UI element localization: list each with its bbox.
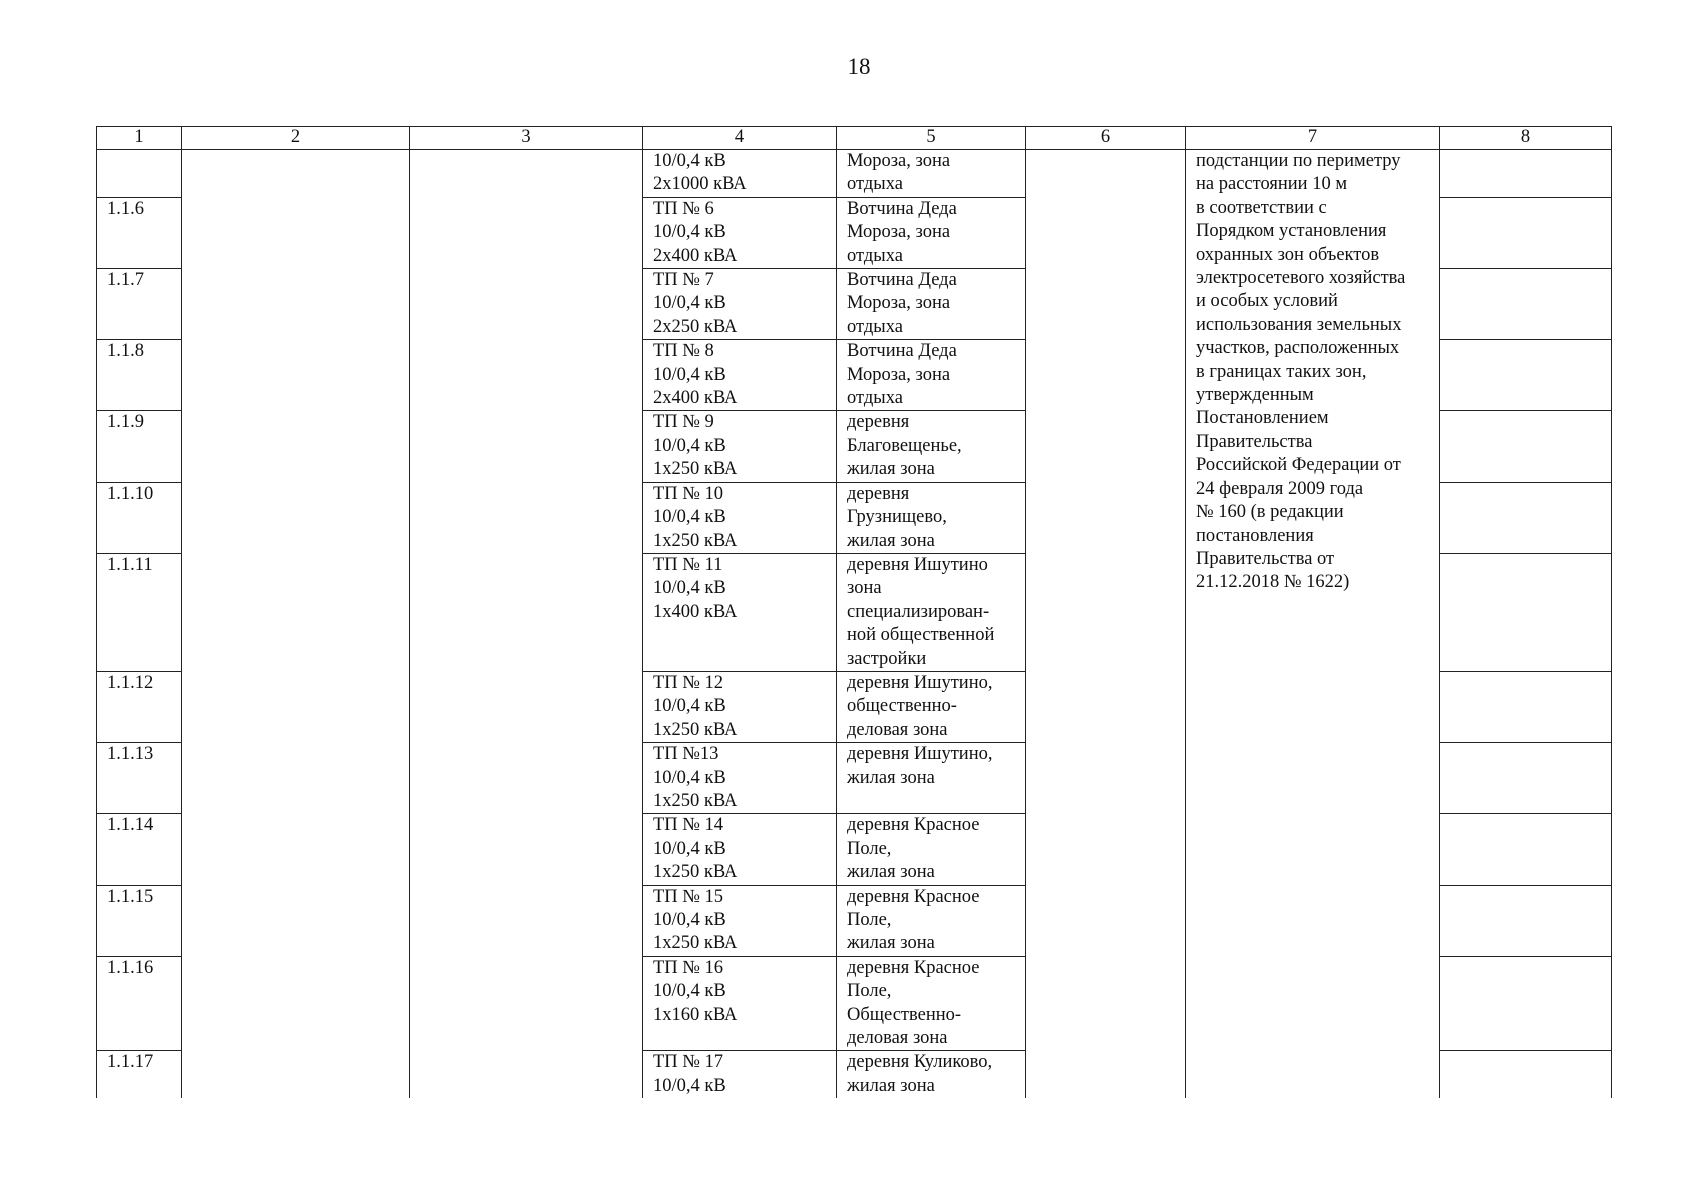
location-line: жилая зона	[847, 530, 935, 551]
object-line: 10/0,4 кВ	[653, 435, 726, 456]
header-cell-2: 2	[182, 127, 410, 150]
col-2-cell	[182, 269, 410, 340]
col-2-cell	[182, 340, 410, 411]
col-2-cell	[182, 482, 410, 553]
object-cell	[643, 814, 837, 885]
requirements-line: в соответствии с	[1196, 197, 1327, 218]
col-8-cell	[1440, 340, 1612, 411]
object-cell	[643, 269, 837, 340]
col-3-cell	[410, 671, 643, 742]
requirements-line: подстанции по периметру	[1196, 151, 1401, 171]
col-3-cell	[410, 1051, 643, 1098]
location-cell	[837, 150, 1026, 198]
requirements-line: использования земельных	[1196, 314, 1402, 335]
row-number-cell: 1.1.15	[97, 885, 182, 956]
object-cell	[643, 482, 837, 553]
object-line: ТП № 14	[653, 815, 724, 836]
location-line: Поле,	[847, 838, 892, 859]
location-cell	[837, 411, 1026, 482]
row-number-cell: 1.1.12	[97, 671, 182, 742]
col-3-cell	[410, 150, 643, 198]
col-2-cell	[182, 197, 410, 268]
object-line: 2х400 кВА	[653, 388, 738, 409]
object-line: 1х250 кВА	[653, 719, 738, 740]
location-line: деревня Красное	[847, 886, 980, 907]
col-2-cell	[182, 553, 410, 671]
location-line: отдыха	[847, 388, 903, 409]
requirements-line: Правительства от	[1196, 548, 1335, 569]
header-cell-7: 7	[1186, 127, 1440, 150]
location-cell	[837, 956, 1026, 1051]
col-3-cell	[410, 340, 643, 411]
object-line: ТП № 7	[653, 270, 714, 291]
location-line: деревня	[847, 412, 910, 433]
requirements-line: участков, расположенных	[1196, 338, 1400, 359]
location-line: деревня Ишутино	[847, 554, 988, 575]
object-cell	[643, 671, 837, 742]
location-line: жилая зона	[847, 459, 935, 480]
requirements-line: постановления	[1196, 525, 1314, 546]
object-line: 1х250 кВА	[653, 459, 738, 480]
object-line: 1х400 кВА	[653, 601, 738, 622]
object-line: 10/0,4 кВ	[653, 151, 726, 171]
row-number-cell: 1.1.6	[97, 197, 182, 268]
location-line: застройки	[847, 648, 927, 669]
object-line: 1х160 кВА	[653, 1004, 738, 1025]
object-line: 2х250 кВА	[653, 316, 738, 337]
object-cell	[643, 956, 837, 1051]
location-line: Мороза, зона	[847, 364, 951, 385]
row-number-cell: 1.1.8	[97, 340, 182, 411]
row-number-cell	[97, 150, 182, 198]
location-line: Мороза, зона	[847, 151, 951, 171]
location-line: ной общественной	[847, 625, 995, 646]
object-line: 10/0,4 кВ	[653, 293, 726, 314]
location-cell	[837, 482, 1026, 553]
col-8-cell	[1440, 814, 1612, 885]
location-cell	[837, 269, 1026, 340]
location-line: деревня	[847, 483, 910, 504]
object-line: ТП № 12	[653, 672, 724, 693]
col-8-cell	[1440, 671, 1612, 742]
object-line: ТП №13	[653, 744, 719, 765]
col-8-cell	[1440, 411, 1612, 482]
requirements-line: на расстоянии 10 м	[1196, 174, 1348, 195]
object-cell	[643, 150, 837, 198]
object-line: 10/0,4 кВ	[653, 222, 726, 243]
row-number-cell: 1.1.16	[97, 956, 182, 1051]
location-line: жилая зона	[847, 1075, 935, 1096]
location-line: Грузнищево,	[847, 507, 947, 528]
header-cell-3: 3	[410, 127, 643, 150]
row-number-cell: 1.1.17	[97, 1051, 182, 1098]
col-8-cell	[1440, 885, 1612, 956]
location-line: отдыха	[847, 245, 903, 266]
col-3-cell	[410, 553, 643, 671]
requirements-line: утвержденным	[1196, 385, 1314, 406]
header-row	[97, 127, 1612, 150]
location-line: Мороза, зона	[847, 222, 951, 243]
object-line: 1х250 кВА	[653, 933, 738, 954]
col-8-cell	[1440, 956, 1612, 1051]
object-line: 1х250 кВА	[653, 790, 738, 811]
location-line: общественно-	[847, 696, 957, 717]
location-cell	[837, 671, 1026, 742]
header-cell-1: 1	[97, 127, 182, 150]
location-line: деревня Ишутино,	[847, 672, 993, 693]
requirements-line: в границах таких зон,	[1196, 361, 1367, 382]
col-3-cell	[410, 411, 643, 482]
location-line: Вотчина Деда	[847, 341, 957, 362]
col-2-cell	[182, 885, 410, 956]
location-line: Поле,	[847, 910, 892, 930]
row-number-cell: 1.1.14	[97, 814, 182, 885]
requirements-line: 21.12.2018 № 1622)	[1196, 572, 1350, 593]
col-8-cell	[1440, 150, 1612, 198]
location-line: отдыха	[847, 174, 903, 195]
location-cell	[837, 814, 1026, 885]
requirements-line: Порядком установления	[1196, 221, 1387, 242]
object-line: 2х400 кВА	[653, 245, 738, 266]
object-cell	[643, 553, 837, 671]
location-line: деловая зона	[847, 1028, 948, 1049]
object-line: ТП № 9	[653, 412, 714, 433]
row-number-cell: 1.1.10	[97, 482, 182, 553]
object-line: 10/0,4 кВ	[653, 838, 726, 859]
location-line: жилая зона	[847, 862, 935, 883]
location-cell	[837, 1051, 1026, 1098]
location-line: Общественно-	[847, 1004, 962, 1025]
object-line: 10/0,4 кВ	[653, 910, 726, 930]
location-cell	[837, 197, 1026, 268]
requirements-line: и особых условий	[1196, 291, 1338, 312]
col-2-cell	[182, 1051, 410, 1098]
requirements-line: Постановлением	[1196, 408, 1329, 429]
location-line: зона	[847, 578, 882, 599]
object-cell	[643, 1051, 837, 1098]
location-line: жилая зона	[847, 767, 935, 788]
page-number: 18	[847, 54, 871, 79]
object-line: 10/0,4 кВ	[653, 578, 726, 599]
col-8-cell	[1440, 1051, 1612, 1098]
location-line: деловая зона	[847, 719, 948, 740]
object-line: ТП № 17	[653, 1052, 724, 1073]
object-line: 1х250 кВА	[653, 862, 738, 883]
location-line: Вотчина Деда	[847, 198, 957, 219]
location-line: деревня Куликово,	[847, 1052, 993, 1073]
col-3-cell	[410, 814, 643, 885]
header-cell-6: 6	[1026, 127, 1186, 150]
col-8-cell	[1440, 553, 1612, 671]
object-line: ТП № 8	[653, 341, 714, 362]
col-3-cell	[410, 482, 643, 553]
location-line: специализирован-	[847, 601, 990, 622]
requirements-line: Правительства	[1196, 431, 1313, 452]
object-line: 10/0,4 кВ	[653, 1075, 726, 1096]
col-6-cell	[1026, 150, 1186, 1099]
location-line: Поле,	[847, 981, 892, 1002]
object-line: 10/0,4 кВ	[653, 507, 726, 528]
object-line: ТП № 16	[653, 957, 724, 978]
col-3-cell	[410, 269, 643, 340]
col-2-cell	[182, 411, 410, 482]
object-line: 10/0,4 кВ	[653, 767, 726, 788]
col-8-cell	[1440, 482, 1612, 553]
object-line: ТП № 11	[653, 554, 723, 575]
col-8-cell	[1440, 269, 1612, 340]
object-line: ТП № 10	[653, 483, 724, 504]
location-cell	[837, 743, 1026, 814]
col-2-cell	[182, 150, 410, 198]
table-body	[97, 127, 1612, 1099]
col-8-cell	[1440, 743, 1612, 814]
location-line: отдыха	[847, 316, 903, 337]
requirements-cell	[1186, 150, 1440, 1099]
requirements-line: Российской Федерации от	[1196, 455, 1401, 476]
object-line: 10/0,4 кВ	[653, 696, 726, 717]
row-number-cell: 1.1.9	[97, 411, 182, 482]
object-line: 10/0,4 кВ	[653, 981, 726, 1002]
object-cell	[643, 885, 837, 956]
object-line: 1х250 кВА	[653, 530, 738, 551]
location-line: Благовещенье,	[847, 435, 962, 456]
object-cell	[643, 340, 837, 411]
data-table	[96, 126, 1612, 1098]
location-line: Мороза, зона	[847, 293, 951, 314]
col-3-cell	[410, 956, 643, 1051]
object-cell	[643, 411, 837, 482]
col-3-cell	[410, 885, 643, 956]
location-line: жилая зона	[847, 933, 935, 954]
location-line: деревня Ишутино,	[847, 744, 993, 765]
col-3-cell	[410, 743, 643, 814]
object-line: 2х1000 кВА	[653, 174, 747, 195]
requirements-line: № 160 (в редакции	[1196, 502, 1344, 523]
row-number-cell: 1.1.11	[97, 553, 182, 671]
header-cell-4: 4	[643, 127, 837, 150]
object-line: 10/0,4 кВ	[653, 364, 726, 385]
location-cell	[837, 340, 1026, 411]
requirements-line: 24 февраля 2009 года	[1196, 478, 1364, 499]
object-cell	[643, 743, 837, 814]
col-2-cell	[182, 956, 410, 1051]
col-8-cell	[1440, 197, 1612, 268]
object-line: ТП № 15	[653, 886, 724, 907]
col-3-cell	[410, 197, 643, 268]
location-line: деревня Красное	[847, 815, 980, 836]
col-2-cell	[182, 814, 410, 885]
location-line: деревня Красное	[847, 957, 980, 978]
col-2-cell	[182, 743, 410, 814]
header-cell-5: 5	[837, 127, 1026, 150]
col-2-cell	[182, 671, 410, 742]
object-cell	[643, 197, 837, 268]
header-cell-8: 8	[1440, 127, 1612, 150]
object-line: ТП № 6	[653, 198, 714, 219]
requirements-line: охранных зон объектов	[1196, 244, 1380, 265]
table-row	[97, 150, 1612, 198]
row-number-cell: 1.1.13	[97, 743, 182, 814]
requirements-line: электросетевого хозяйства	[1196, 268, 1406, 289]
location-cell	[837, 553, 1026, 671]
location-cell	[837, 885, 1026, 956]
row-number-cell: 1.1.7	[97, 269, 182, 340]
location-line: Вотчина Деда	[847, 270, 957, 291]
